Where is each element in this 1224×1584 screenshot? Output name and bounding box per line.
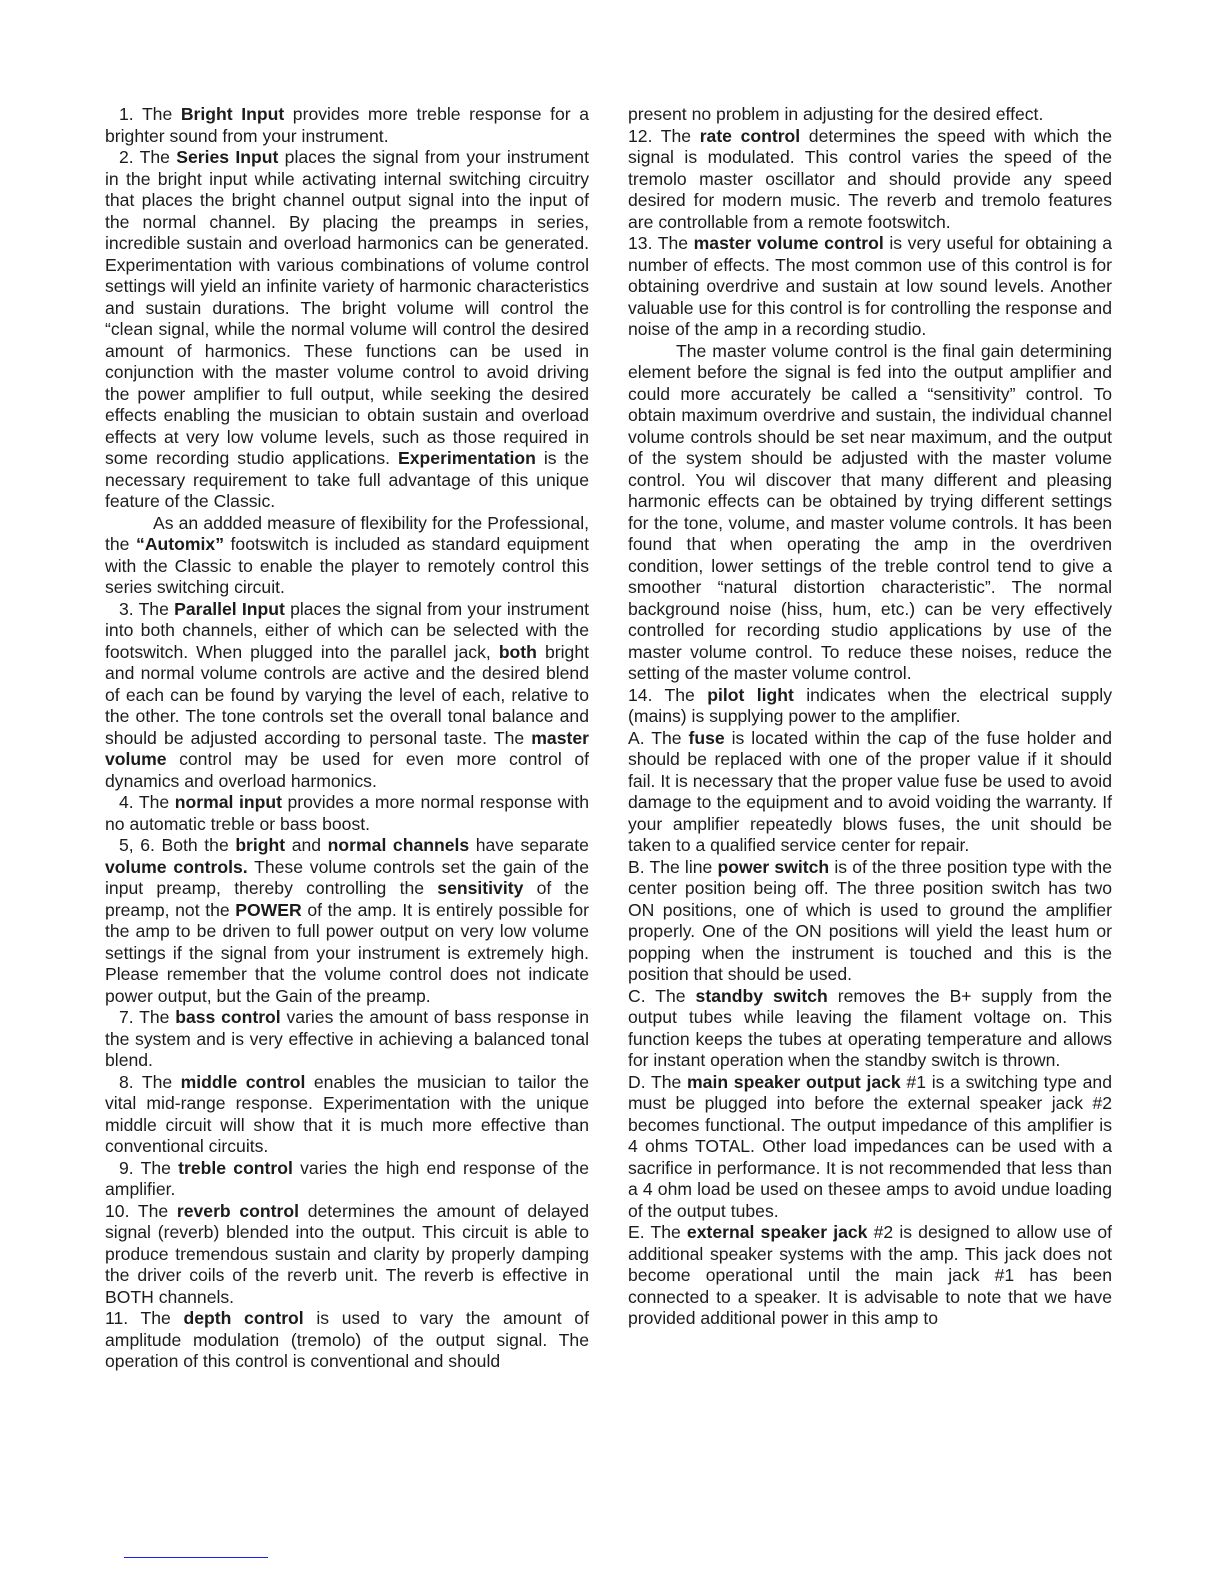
item-standby-switch: C. The standby switch removes the B+ supply from the output tubes while leaving the filament voltage on. This function keeps the tubes at operating temperature and allows for instant operation when the standby switch is thrown. xyxy=(628,985,1113,1070)
item-parallel-input: 3. The Parallel Input places the signal from your instrument into both channels, either of which can be selected with the footswitch. When plugged into the parallel jack, both bright and normal volume controls are active and the desired blend of each can be found by varying the level of each, relative to the other. The tone controls set the overall tonal balance and should be adjusted according to personal taste. The master volume control may be used for even more control of dynamics and overload harmonics. xyxy=(105,598,589,791)
automix-paragraph: As an addded measure of flexibility for the Professional, the “Automix” footswitch is included as standard equipment with the Classic to enable the player to remotely control this series switching circuit. xyxy=(105,512,589,597)
item-master-volume-control: 13. The master volume control is very useful for obtaining a number of effects. The most common use of this control is for obtaining overdrive and sustain at low sound levels. Another valuable use for this control is for controlling the response and noise of the amp in a recording studio. xyxy=(628,233,1112,339)
item-rate-control: 12. The rate control determines the speed with which the signal is modulated. This control varies the speed of the tremolo master oscillator and should provide any speed desired for modern music. The reverb and tremolo features are controllable from a remote footswitch. xyxy=(628,125,1113,232)
item-middle-control: 8. The middle control enables the musician to tailor the vital mid-range response. Experimentation with the unique middle circuit will show that it is much more effective than conventional circuits. xyxy=(105,1071,589,1156)
item-series-input: 2. The Series Input places the signal from your instrument in the bright input while activating internal switching circuitry that places the bright channel output signal into the input of the normal channel. By placing the preamps in series, incredible sustain and overload harmonics can be generated. Experimentation with various combinations of volume control settings will yield an infinite variety of harmonic characteristics and sustain durations. The bright volume will control the “clean signal, while the normal volume will control the desired amount of harmonics. These functions can be used in conjunction with the master volume control to avoid driving the power amplifier to full output, while seeking the desired effects enabling the musician to obtain sustain and overload effects at very low volume levels, such as those required in some recording studio applications. Experimentation is the necessary requirement to take full advantage of this unique feature of the Classic. xyxy=(105,147,589,511)
left-column xyxy=(105,104,589,1373)
item-normal-input: 4. The normal input provides a more normal response with no automatic treble or bass boost. xyxy=(105,792,589,834)
footnote-rule xyxy=(124,1557,268,1558)
item-treble-control: 9. The treble control varies the high end response of the amplifier. xyxy=(105,1157,590,1199)
item-power-switch: B. The line power switch is of the three position type with the center position being off. The three position switch has two ON positions, one of which is used to ground the amplifier properly. One of the ON positions will yield the least hum or popping when the instrument is touched and this is the position that should be used. xyxy=(628,856,1112,984)
item-fuse: A. The fuse is located within the cap of the fuse holder and should be replaced with one of the proper value if it should fail. It is necessary that the proper value fuse be used to avoid damage to the equipment and to avoid voiding the warranty. If your amplifier repeatedly blows fuses, the unit should be taken to a qualified service center for repair. xyxy=(628,727,1112,855)
item-volume-controls: 5, 6. Both the bright and normal channels have separate volume controls. These volume controls set the gain of the input preamp, thereby controlling the sensitivity of the preamp, not the POWER of the amp. It is entirely possible for the amp to be driven to full power output on very low volume settings if the signal from your instrument is extremely high. Please remember that the volume control does not indicate power output, but the Gain of the preamp. xyxy=(105,835,589,1006)
item-reverb-control: 10. The reverb control determines the amount of delayed signal (reverb) blended into the output. This circuit is able to produce tremendous sustain and clarity by properly damping the driver coils of the reverb unit. The reverb is effective in BOTH channels. xyxy=(105,1200,589,1307)
item-bright-input: 1. The Bright Input provides more treble response for a brighter sound from your instrument. xyxy=(105,104,590,146)
item-pilot-light: 14. The pilot light indicates when the electrical supply (mains) is supplying power to the amplifier. xyxy=(628,684,1112,726)
master-volume-paragraph: The master volume control is the final gain determining element before the signal is fed into the output amplifier and could more accurately be called a “sensitivity” control. To obtain maximum overdrive and sustain, the individual channel volume controls should be set near maximum, and the output of the system should be adjusted with the master volume control. You wil discover that many different and pleasing harmonic effects can be obtained by trying different settings for the tone, volume, and master volume controls. It has been found that when operating the amp in the overdriven condition, lower settings of the treble control tend to give a smoother “natural distortion characteristic”. The normal background noise (hiss, hum, etc.) can be very effectively controlled for recording studio applications by use of the master volume control. To reduce these noises, reduce the setting of the master volume control. xyxy=(628,340,1112,683)
item-main-speaker-jack: D. The main speaker output jack #1 is a switching type and must be plugged into before the external speaker jack #2 becomes functional. The output impedance of this amplifier is 4 ohms TOTAL. Other load impedances can be used with a sacrifice in performance. It is not recommended that less than a 4 ohm load be used on thesee amps to avoid undue loading of the output tubes. xyxy=(628,1071,1113,1221)
item-depth-control: 11. The depth control is used to vary the amount of amplitude modulation (tremolo) of the output signal. The operation of this control is conventional and should xyxy=(105,1308,589,1371)
continuation-text: present no problem in adjusting for the desired effect. xyxy=(628,104,1044,124)
item-bass-control: 7. The bass control varies the amount of bass response in the system and is very effective in achieving a balanced tonal blend. xyxy=(105,1007,589,1070)
right-column xyxy=(628,104,1112,1330)
item-external-speaker-jack: E. The external speaker jack #2 is designed to allow use of additional speaker systems with the amp. This jack does not become operational until the main jack #1 has been connected to a speaker. It is advisable to note that we have provided additional power in this amp to xyxy=(628,1222,1112,1328)
